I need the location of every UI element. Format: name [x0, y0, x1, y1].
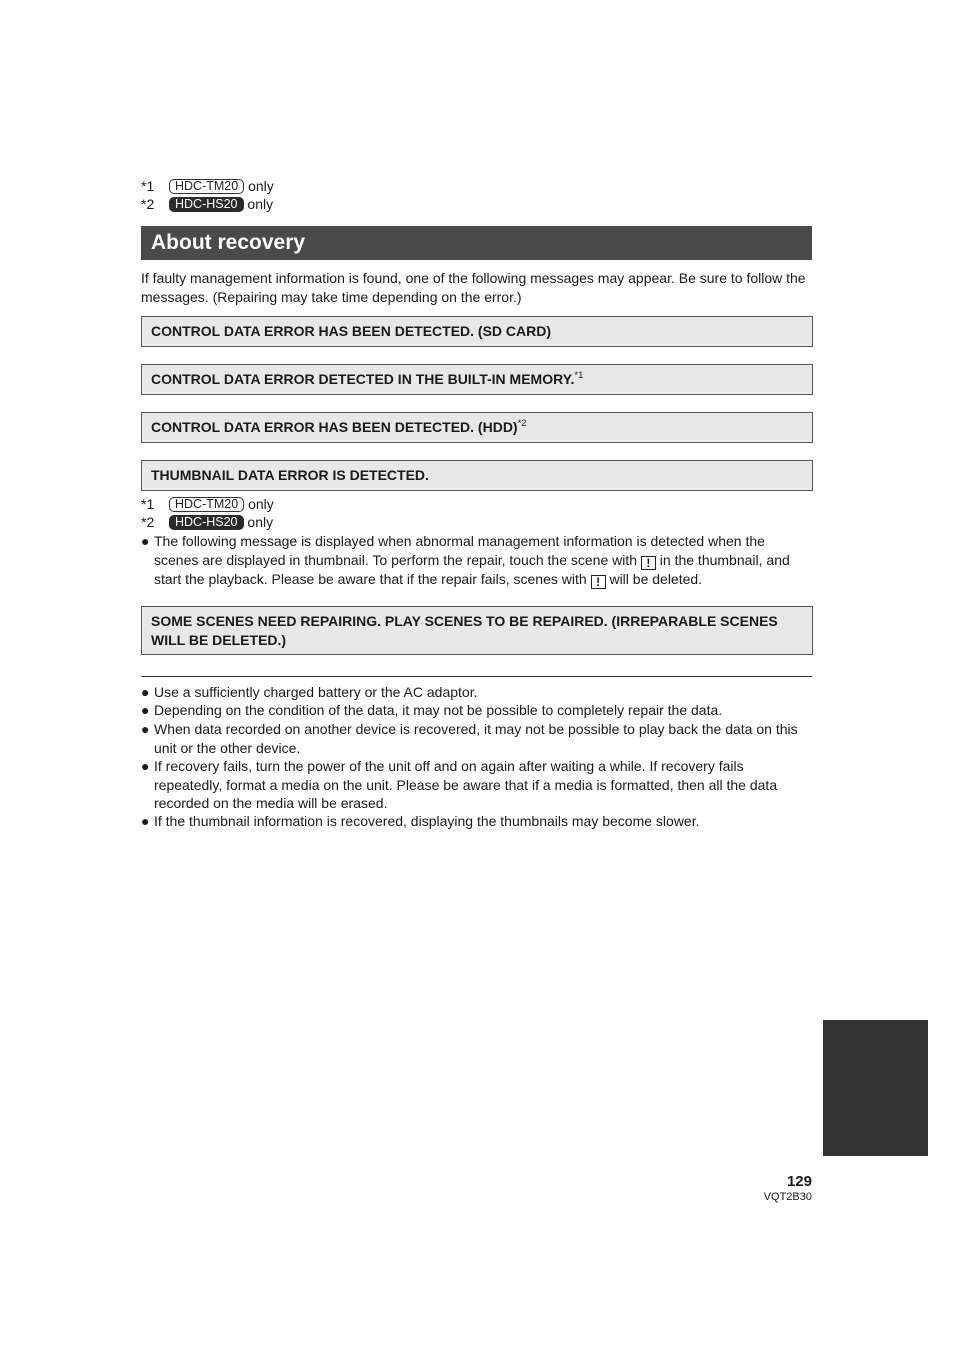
- message-text: CONTROL DATA ERROR HAS BEEN DETECTED. (SD CARD): [151, 323, 552, 339]
- footnote-mark: *1: [141, 178, 155, 194]
- list-item-text: If recovery fails, turn the power of the unit off and on again after waiting a while. If recovery fails repeatedly, format a media on the unit. Please be aware that if a media is formatted, then all the data recorded on the media will be erased.: [154, 758, 778, 811]
- footnote-suffix: only: [248, 178, 274, 194]
- message-superscript: *1: [574, 370, 584, 381]
- footnote-mark: *2: [141, 196, 155, 212]
- message-box-hdd: [141, 412, 813, 443]
- bullet-icon: ●: [141, 684, 150, 700]
- chapter-side-tab: [823, 1020, 928, 1156]
- list-item: [141, 720, 813, 757]
- list-item-text: When data recorded on another device is recovered, it may not be possible to play back the data on this unit or the other device.: [154, 721, 798, 756]
- message-text: SOME SCENES NEED REPAIRING. PLAY SCENES TO BE REPAIRED. (IRREPARABLE SCENES WILL BE DELETED.): [151, 613, 778, 648]
- bullet-icon: ●: [141, 721, 150, 737]
- footnote-mark: *1: [141, 496, 155, 512]
- bullet-text-part3: will be deleted.: [609, 570, 703, 587]
- divider: [141, 676, 812, 677]
- message-box-sd-card: [141, 316, 813, 347]
- list-item-text: Depending on the condition of the data, it may not be possible to completely repair the data.: [154, 702, 723, 718]
- message-box-thumbnail: [141, 460, 813, 491]
- footnote-2: [141, 195, 273, 213]
- footnote-1: [141, 495, 274, 513]
- message-box-built-in-memory: [141, 364, 813, 395]
- page-code: VQT2B30: [763, 1191, 812, 1203]
- footnote-suffix: only: [248, 496, 274, 512]
- footnote-suffix: only: [247, 196, 274, 212]
- footnote-2: [141, 513, 273, 531]
- message-text: CONTROL DATA ERROR HAS BEEN DETECTED. (HDD): [151, 419, 518, 435]
- message-superscript: *2: [517, 418, 527, 429]
- model-badge-hs20: HDC-HS20: [169, 515, 244, 530]
- bullet-icon: ●: [141, 702, 150, 718]
- exclamation-icon: !: [591, 575, 606, 589]
- bullet-icon: ●: [141, 758, 150, 774]
- model-badge-hs20: HDC-HS20: [169, 197, 244, 212]
- intro-paragraph: If faulty management information is found, one of the following messages may appear. Be sure to follow the messages. (Repairing may take time depending on the error.): [141, 270, 806, 305]
- list-item-text: Use a sufficiently charged battery or the AC adaptor.: [154, 684, 478, 700]
- list-item-text: If the thumbnail information is recovered, displaying the thumbnails may become slower.: [154, 813, 700, 829]
- footnote-mark: *2: [141, 514, 155, 530]
- bullet-icon: ●: [141, 813, 150, 829]
- bullet-text-part2: in the thumbnail, and start the playback. Please be aware that if the repair fails, scenes with: [154, 551, 790, 587]
- page-number: 129: [786, 1173, 812, 1190]
- message-text: CONTROL DATA ERROR DETECTED IN THE BUILT-IN MEMORY.: [151, 371, 575, 387]
- exclamation-icon: !: [641, 556, 656, 570]
- list-item: [141, 683, 813, 702]
- bullet-text-part1: The following message is displayed when abnormal management information is detected when the scenes are displayed in thumbnail. To perform the repair, touch the scene with: [154, 533, 765, 568]
- list-item: [141, 812, 813, 831]
- section-heading: About recovery: [141, 226, 812, 260]
- footnote-1: [141, 177, 274, 195]
- list-item: [141, 701, 813, 720]
- bullet-icon: ●: [141, 533, 150, 549]
- message-box-repair: [141, 606, 813, 655]
- footnote-suffix: only: [247, 514, 274, 530]
- model-badge-tm20: HDC-TM20: [169, 497, 244, 512]
- list-item: [141, 757, 813, 813]
- model-badge-tm20: HDC-TM20: [169, 179, 244, 194]
- thumbnail-repair-bullet: [141, 532, 813, 589]
- message-text: THUMBNAIL DATA ERROR IS DETECTED.: [151, 467, 429, 483]
